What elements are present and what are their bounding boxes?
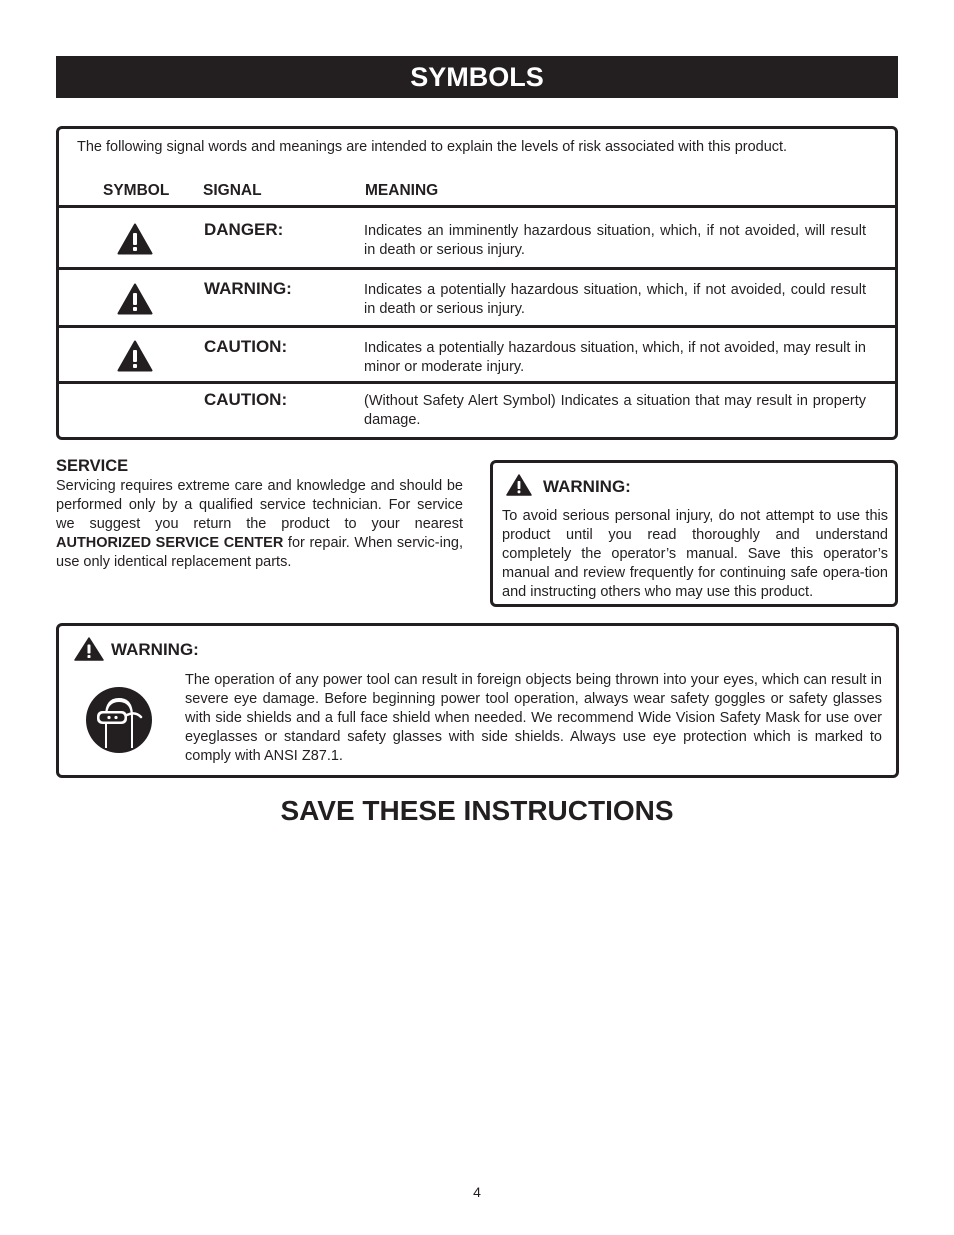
column-header-signal: SIGNAL: [203, 182, 262, 199]
warning-text: To avoid serious personal injury, do not attempt to use this product until you read thoroughly and understand completely the operator’s manual. Save this operator’s manual and review frequently for continuing safe opera-tion and instructing others who may use this product.: [502, 508, 888, 600]
warning-text: The operation of any power tool can result in foreign objects being thrown into your eyes, which can result in severe eye damage. Before beginning power tool operation, always wear safety goggles or safety glasses with side shields and a full face shield when needed. We recommend Wide Vision Safety Mask for use over eyeglasses or standard safety glasses with side shields. Always use eye protection which is marked to comply with ANSI Z87.1.: [185, 672, 882, 764]
warning-box-eye: [56, 623, 899, 778]
safety-alert-triangle-icon: [117, 340, 153, 372]
signal-word: CAUTION:: [204, 337, 288, 356]
signal-word: CAUTION:: [204, 390, 288, 409]
service-text-part: for repair. When servic-ing, use only identical replacement parts.: [56, 535, 463, 570]
service-text-part: Servicing requires extreme care and knowledge and should be performed only by a qualified service technician. For service we suggest you return the product to your nearest: [56, 478, 463, 532]
safety-alert-triangle-icon: [117, 223, 153, 255]
service-center-emphasis: AUTHORIZED SERVICE CENTER: [56, 535, 284, 551]
signal-meaning: (Without Safety Alert Symbol) Indicates a situation that may result in property damage.: [364, 393, 866, 428]
table-row-danger: [59, 205, 895, 267]
service-text: [56, 477, 463, 572]
signal-meaning: Indicates a potentially hazardous situation, which, if not avoided, could result in death or serious injury.: [364, 282, 866, 317]
eye-protection-icon: [85, 686, 153, 754]
table-row-caution-no-symbol: [59, 381, 895, 437]
warning-title: WARNING:: [543, 477, 631, 496]
safety-alert-triangle-icon: [74, 637, 104, 661]
table-row-caution: [59, 325, 895, 381]
signal-meaning: Indicates a potentially hazardous situation, which, if not avoided, may result in minor or moderate injury.: [364, 340, 866, 375]
table-row-warning: [59, 267, 895, 325]
column-header-symbol: SYMBOL: [103, 182, 170, 199]
signal-word: DANGER:: [204, 220, 284, 239]
safety-alert-triangle-icon: [117, 283, 153, 315]
signal-meaning: Indicates an imminently hazardous situation, which, if not avoided, will result in death or serious injury.: [364, 223, 866, 258]
save-instructions-heading: SAVE THESE INSTRUCTIONS: [280, 795, 674, 826]
symbols-table: [56, 126, 898, 440]
service-heading: SERVICE: [56, 457, 129, 475]
safety-alert-triangle-icon: [506, 474, 532, 496]
column-header-meaning: MEANING: [365, 182, 439, 199]
page-title: SYMBOLS: [56, 56, 898, 98]
page-number: 4: [473, 1184, 481, 1200]
warning-title: WARNING:: [111, 640, 199, 659]
signal-word: WARNING:: [204, 279, 292, 298]
warning-box-manual: [490, 460, 898, 607]
symbols-intro: The following signal words and meanings are intended to explain the levels of risk associated with this product.: [77, 139, 788, 155]
